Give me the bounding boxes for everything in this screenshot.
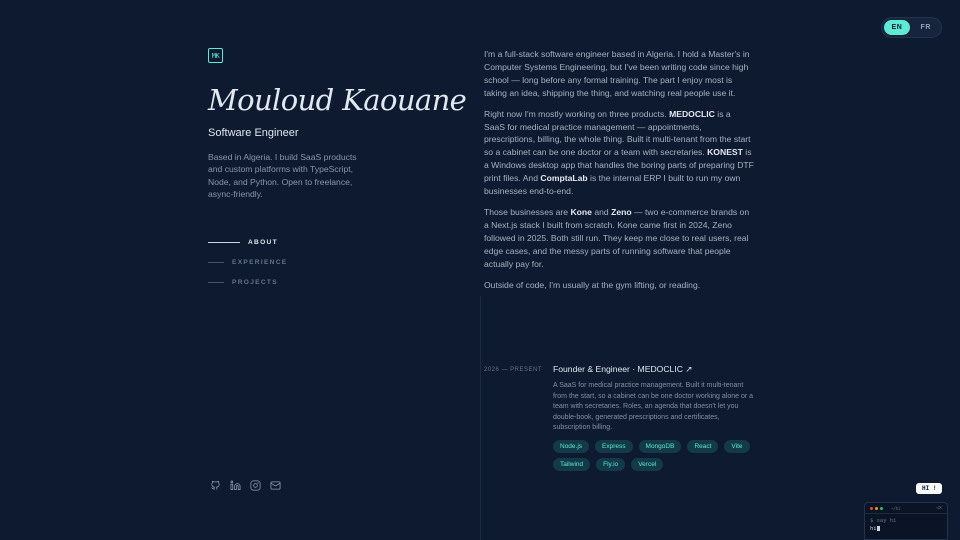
maximize-dot-icon[interactable] [880, 507, 883, 510]
tech-tag: Vite [724, 440, 749, 453]
nav-indicator [208, 262, 224, 263]
about-paragraph: Outside of code, I'm usually at the gym lifting, or reading. [484, 279, 701, 290]
product-medoclic: MEDOCLIC [669, 108, 715, 119]
tech-tag: Tailwind [553, 458, 590, 471]
nav-item-label: PROJECTS [232, 279, 278, 287]
instagram-icon[interactable] [250, 478, 261, 489]
terminal-output: hi [870, 526, 877, 532]
terminal-body [865, 514, 947, 536]
tech-tag: Express [595, 440, 632, 453]
tech-tag: Node.js [553, 440, 589, 453]
logo[interactable]: MK [208, 48, 223, 63]
experience-entry[interactable] [484, 364, 754, 471]
nav-item-label: ABOUT [248, 239, 278, 247]
column-divider [480, 296, 481, 540]
tech-tags [553, 440, 753, 471]
github-icon[interactable] [210, 478, 221, 489]
hi-bubble[interactable]: HI ! [916, 483, 942, 494]
lang-fr-button[interactable]: FR [920, 24, 931, 31]
product-comptalab: ComptaLab [540, 173, 588, 184]
tech-tag: Fly.io [596, 458, 625, 471]
language-toggle[interactable] [881, 17, 942, 38]
tech-tag: MongoDB [639, 440, 682, 453]
brand-kone: Kone [570, 206, 592, 217]
close-dot-icon[interactable] [870, 507, 873, 510]
profile-bio: Based in Algeria. I build SaaS products and custom platforms with TypeScript, Node, and Python. Open to freelance, async-friendly. [208, 152, 357, 200]
terminal-command: $ say hi [870, 518, 897, 524]
terminal-titlebar [865, 503, 947, 514]
mail-icon[interactable] [270, 478, 281, 489]
profile-column [208, 48, 468, 293]
experience-title-link[interactable]: Founder & Engineer · MEDOCLIC ↗ [553, 364, 693, 374]
minimize-dot-icon[interactable] [875, 507, 878, 510]
profile-name: Mouloud Kaouane [208, 83, 467, 117]
terminal-output-line [870, 525, 942, 533]
about-paragraph: Right now I'm mostly working on three products. MEDOCLIC is a SaaS for medical practice management — appointments, prescriptions, billing, the whole thing. Built it multi-tenant from the start so a cabinet can be one doctor or a team with secretaries. KONEST is a Windows desktop app that handles the boring parts of preparing DTF print files. And ComptaLab is the internal ERP I built to run my own businesses end-to-end. [484, 108, 754, 197]
terminal-widget[interactable] [864, 502, 948, 540]
sound-icon[interactable]: ◁x [935, 505, 942, 511]
cursor-icon [877, 526, 880, 531]
tech-tag: Vercel [631, 458, 663, 471]
profile-role: Software Engineer [208, 127, 299, 139]
about-paragraph: I'm a full-stack software engineer based in Algeria. I hold a Master's in Computer Systems Engineering, but I've been writing code since high school — long before any formal training. The part I enjoy most is taking an idea, shipping the thing, and watching real people use it. [484, 49, 750, 98]
linkedin-icon[interactable] [230, 478, 241, 489]
tech-tag: React [687, 440, 718, 453]
experience-description: A SaaS for medical practice management. Built it multi-tenant from the start, so a cabinet can be one doctor working alone or a team with secretaries. Roles, an agenda that doesn't let you double-book, generated prescriptions and certificates, subscription billing. [553, 382, 754, 432]
nav-indicator [208, 282, 224, 283]
experience-date: 2026 — PRESENT [484, 367, 543, 373]
lang-en-button[interactable]: EN [884, 20, 911, 35]
section-nav [208, 233, 468, 293]
nav-item-experience[interactable] [208, 253, 468, 273]
nav-item-about[interactable] [208, 233, 468, 253]
terminal-path: ~/hi [891, 505, 901, 511]
social-links [210, 478, 281, 489]
product-konest: KONEST [707, 147, 743, 158]
brand-zeno: Zeno [611, 206, 632, 217]
about-paragraph: Those businesses are Kone and Zeno — two e-commerce brands on a Next.js stack I built from scratch. Kone came first in 2024, Zeno followed in 2025. Both still run. They keep me close to real users, real edge cases, and the messy parts of running software that people actually pay for. [484, 206, 750, 269]
nav-item-label: EXPERIENCE [232, 259, 288, 267]
experience-body [553, 364, 753, 471]
about-section [484, 48, 754, 299]
nav-item-projects[interactable] [208, 273, 468, 293]
nav-indicator [208, 242, 240, 243]
